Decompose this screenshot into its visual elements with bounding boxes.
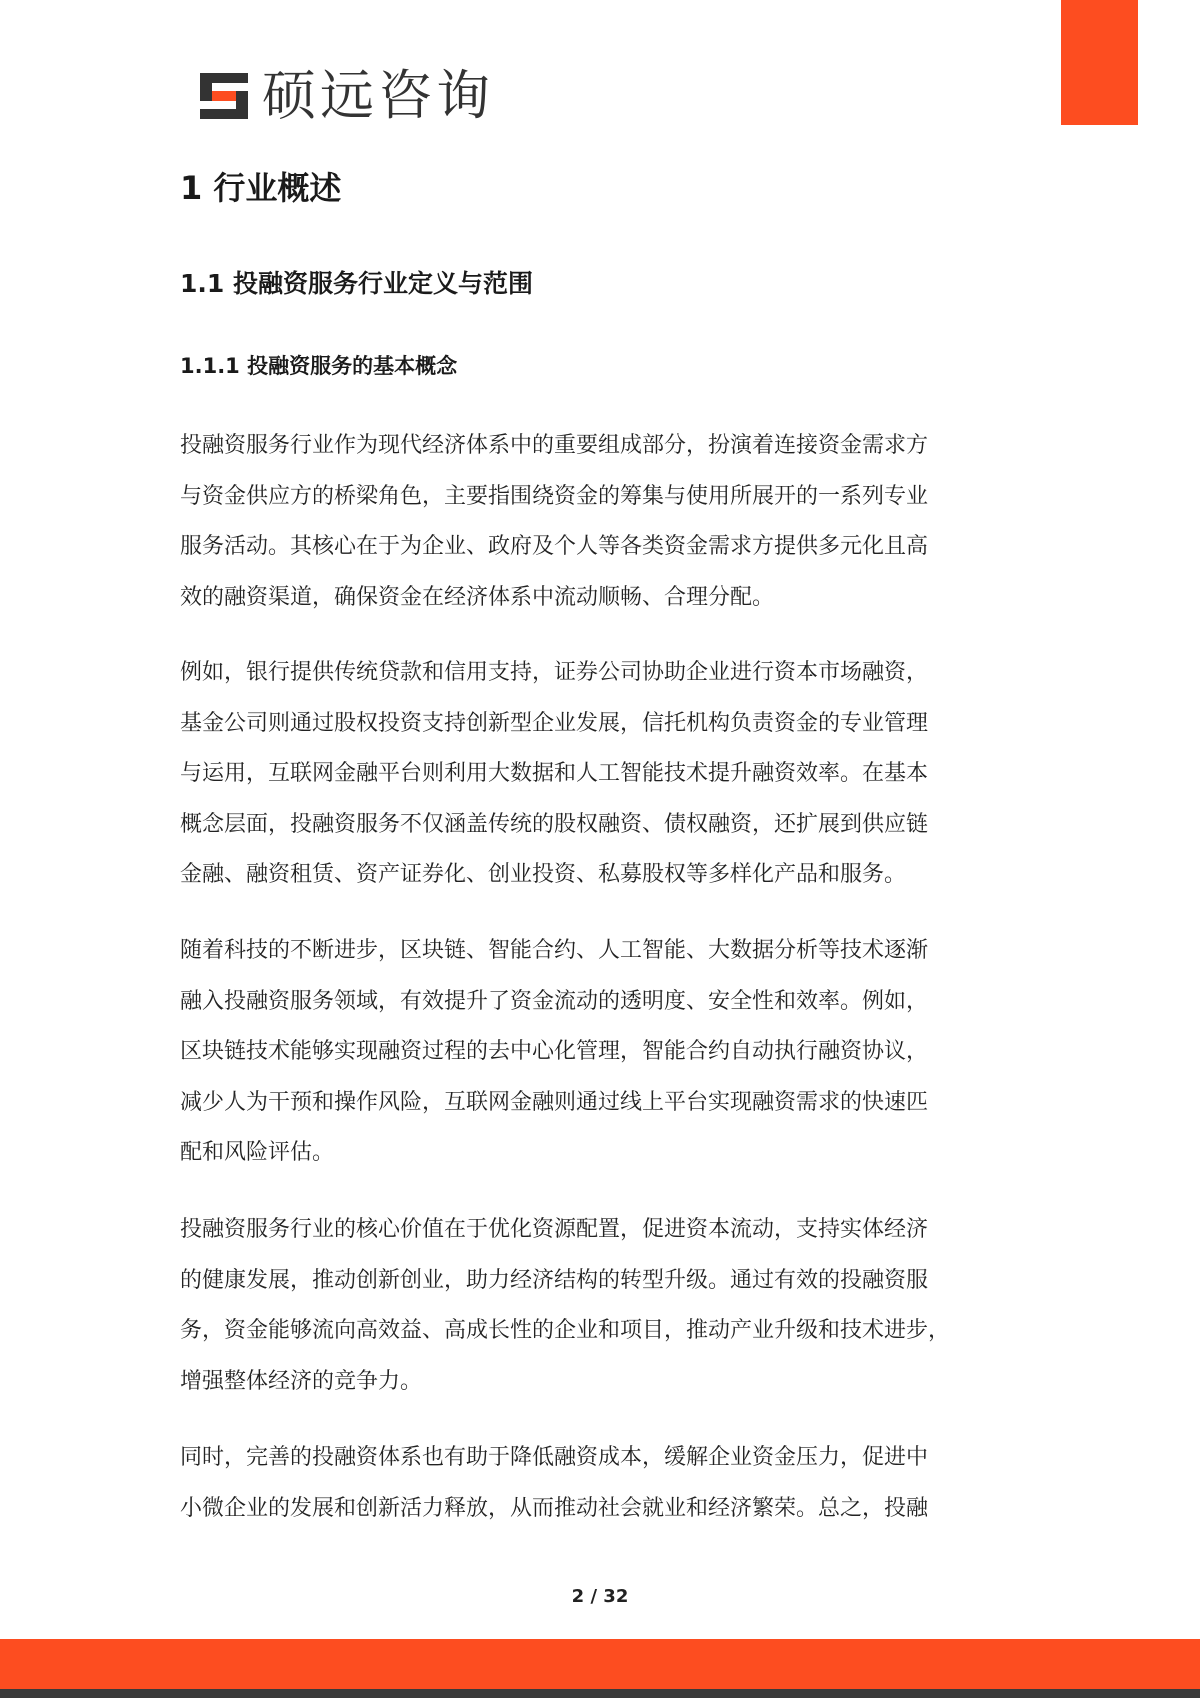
brand-name: 硕远咨询 [262,64,494,127]
text-line: 基金公司则通过股权投资支持创新型企业发展，信托机构负责资金的专业管理 [180,710,929,736]
text-line: 概念层面，投融资服务不仅涵盖传统的股权融资、债权融资，还扩展到供应链 [180,811,929,837]
text-line: 随着科技的不断进步，区块链、智能合约、人工智能、大数据分析等技术逐渐 [180,938,929,963]
text-line: 的健康发展，推动创新创业，助力经济结构的转型升级。通过有效的投融资服 [180,1267,929,1293]
paragraph-4 [180,1205,950,1407]
paragraph-2 [180,648,928,901]
paragraph-1 [180,421,928,623]
text-line: 投融资服务行业的核心价值在于优化资源配置，促进资本流动，支持实体经济 [180,1217,929,1242]
text-line: 与资金供应方的桥梁角色，主要指围绕资金的筹集与使用所展开的一系列专业 [180,483,929,509]
paragraph-5 [180,1433,928,1534]
text-line: 融入投融资服务领域，有效提升了资金流动的透明度、安全性和效率。例如， [180,988,929,1014]
brand-logo [196,66,494,126]
footer-dark-strip [0,1689,1200,1698]
section-heading-1: 1 行业概述 [180,169,342,207]
text-line: 例如，银行提供传统贷款和信用支持，证券公司协助企业进行资本市场融资， [180,660,929,685]
text-line: 投融资服务行业作为现代经济体系中的重要组成部分，扮演着连接资金需求方 [180,433,929,458]
footer-accent-bar [0,1639,1200,1689]
paragraph-3 [180,926,928,1179]
text-line: 小微企业的发展和创新活力释放，从而推动社会就业和经济繁荣。总之，投融 [180,1495,929,1521]
text-line: 增强整体经济的竞争力。 [180,1368,423,1394]
text-line: 区块链技术能够实现融资过程的去中心化管理，智能合约自动执行融资协议， [180,1039,929,1064]
page-number: 2 / 32 [571,1586,629,1607]
text-line: 与运用，互联网金融平台则利用大数据和人工智能技术提升融资效率。在基本 [180,761,929,786]
text-line: 务，资金能够流向高效益、高成长性的企业和项目，推动产业升级和技术进步， [180,1318,951,1343]
section-heading-1-1: 1.1 投融资服务行业定义与范围 [180,269,533,298]
brand-s-logo-icon [196,69,252,123]
text-line: 减少人为干预和操作风险，互联网金融则通过线上平台实现融资需求的快速匹 [180,1089,929,1115]
section-heading-1-1-1: 1.1.1 投融资服务的基本概念 [180,354,458,378]
text-line: 配和风险评估。 [180,1140,335,1165]
corner-accent-tab [1061,0,1138,125]
text-line: 服务活动。其核心在于为企业、政府及个人等各类资金需求方提供多元化且高 [180,534,929,559]
text-line: 同时，完善的投融资体系也有助于降低融资成本，缓解企业资金压力，促进中 [180,1445,929,1470]
text-line: 金融、融资租赁、资产证券化、创业投资、私募股权等多样化产品和服务。 [180,862,907,887]
text-line: 效的融资渠道，确保资金在经济体系中流动顺畅、合理分配。 [180,584,775,610]
